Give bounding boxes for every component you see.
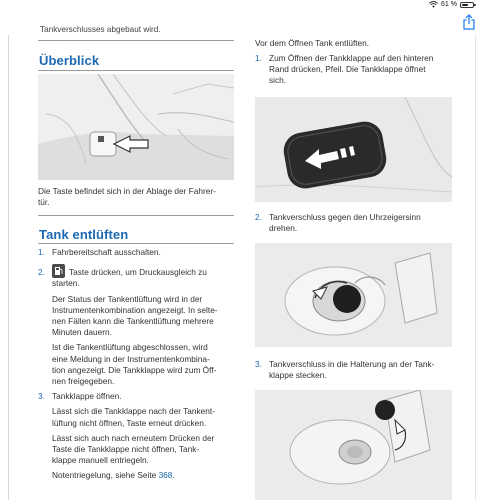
page-link[interactable]: 368	[158, 470, 173, 481]
step-1: 1. Fahrbereitschaft ausschalten.	[38, 247, 161, 257]
fuel-flap-illustration	[255, 97, 452, 202]
battery-percentage: 61 %	[441, 1, 457, 8]
divider	[38, 40, 234, 41]
battery-fill	[462, 4, 468, 6]
vent-steps	[38, 247, 238, 482]
cut-off-line: Tankverschlusses abgebaut wird.	[40, 26, 161, 34]
right-step-1: 1. Zum Öffnen der Tankklappe auf den hinteren Rand drücken, Pfeil. Die Tankklappe öffnet sich.	[255, 53, 434, 86]
status-bar	[0, 0, 484, 12]
divider	[38, 243, 234, 244]
cap-unscrew-illustration	[255, 243, 452, 347]
fuel-flap-image	[255, 97, 452, 202]
step-2: 2. Taste drücken, um Druckausgleich zu	[38, 264, 238, 278]
cap-holder-illustration	[255, 390, 452, 500]
page-edge-left	[8, 35, 9, 500]
step-3: 3. Tankklappe öffnen.	[38, 391, 122, 402]
step-2-complete-text: Ist die Tankentlüftung abgeschlossen, wird eine Meldung in der Instrumentenkombina- tion angezeigt. Die Tankklappe wird zum Öff- nen freigegeben.	[52, 342, 217, 387]
step-3-manual-text: Lässt sich auch nach erneutem Drücken der Taste die Tankklappe nicht öffnen, Tank- klappe manuell entriegeln.	[52, 432, 215, 466]
right-step-2: 2. Tankverschluss gegen den Uhrzeigersinn drehen.	[255, 212, 421, 234]
divider	[38, 215, 234, 216]
step-2-status-text: Der Status der Tankentlüftung wird in der Instrumentenkombination angezeigt. In selte- nen Fällen kann die Tankentlüftung mehrere Minuten dauern.	[52, 293, 218, 338]
page-edge-right	[475, 35, 476, 500]
overview-image	[38, 74, 234, 180]
divider	[38, 70, 234, 71]
emergency-release-ref: Notentriegelung, siehe Seite 368.	[52, 470, 175, 481]
cap-unscrew-image	[255, 243, 452, 347]
share-icon[interactable]	[462, 14, 476, 30]
right-step-3: 3. Tankverschluss in die Halterung an der Tank- klappe stecken.	[255, 359, 435, 381]
section-title-vent: Tank entlüften	[39, 227, 129, 242]
status-indicators	[429, 1, 474, 8]
section-title-overview: Überblick	[39, 53, 100, 68]
step-2-cont: starten.	[52, 278, 80, 289]
overview-caption: Die Taste befindet sich in der Ablage der Fahrer- tür.	[38, 186, 216, 208]
battery-icon	[460, 2, 474, 8]
fuel-vent-button-icon	[52, 264, 65, 278]
cap-holder-image	[255, 390, 452, 500]
step-3-retry-text: Lässt sich die Tankklappe nach der Tankent- lüftung nicht öffnen, Taste erneut drücken.	[52, 406, 215, 428]
wifi-icon	[429, 1, 438, 8]
door-storage-illustration	[38, 74, 234, 180]
intro-text: Vor dem Öffnen Tank entlüften.	[255, 38, 370, 48]
